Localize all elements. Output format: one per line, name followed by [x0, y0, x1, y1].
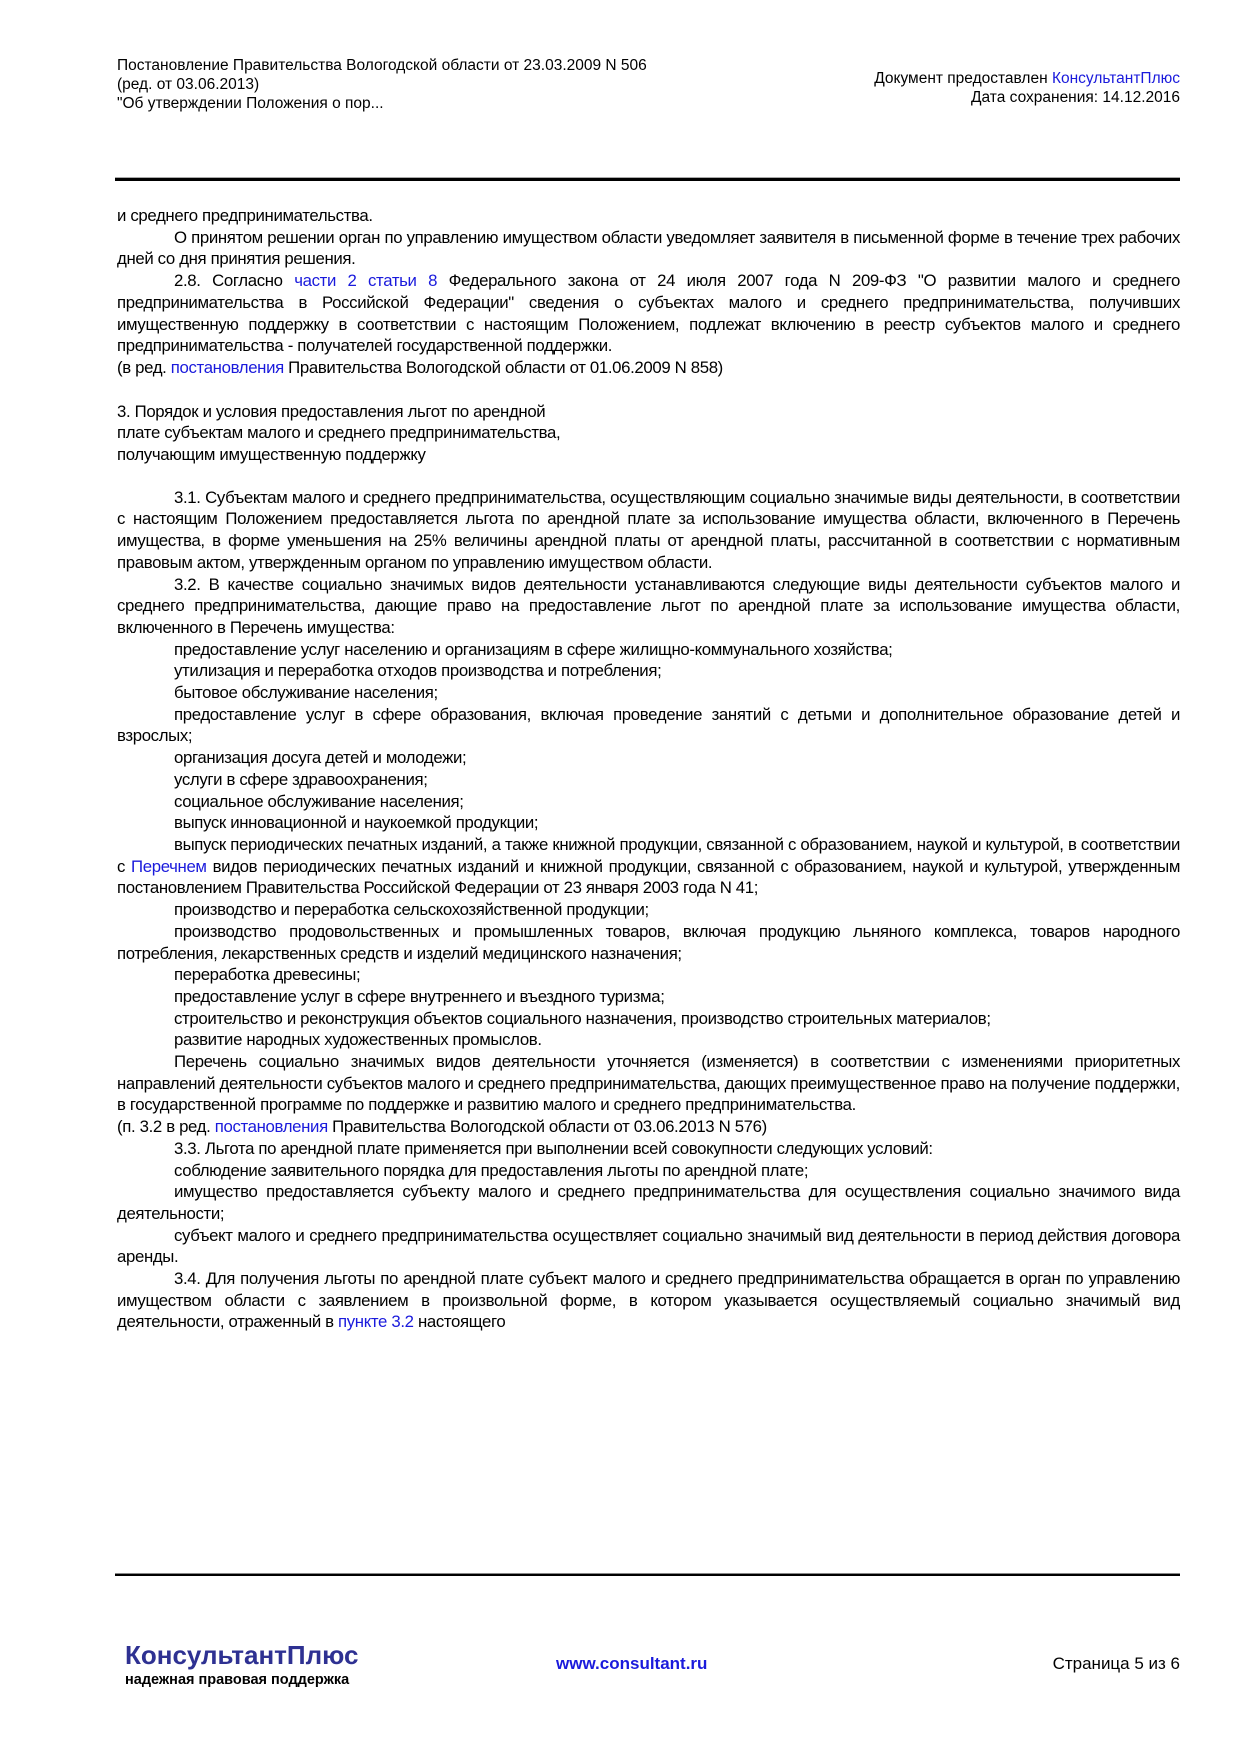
- condition-item: субъект малого и среднего предпринимательства осуществляет социально значимый вид деятельности в период действия договора аренды.: [117, 1225, 1180, 1267]
- clause-reference-link[interactable]: пункте 3.2: [338, 1312, 414, 1332]
- paragraph: и среднего предпринимательства.: [117, 206, 373, 225]
- provided-by-label: Документ предоставлен: [874, 70, 1052, 87]
- text: (п. 3.2 в ред.: [117, 1117, 215, 1137]
- list-item: услуги в сфере здравоохранения;: [174, 769, 428, 789]
- section-heading-line: плате субъектам малого и среднего предпринимательства,: [117, 423, 561, 443]
- paragraph-3-1: 3.1. Субъектам малого и среднего предпринимательства, осуществляющим социально значимые виды деятельности, в соответствии с настоящим Положением предоставляется льгота по арендной плате за использование имущества области, включенного в Перечень имущества, в форме уменьшения на 25% величины арендной платы от арендной платы, рассчитанной в соответствии с нормативным правовым актом, утвержденным органом по управлению имуществом области.: [117, 487, 1180, 572]
- text: видов периодических печатных изданий и книжной продукции, связанной с образованием, наукой и культурой, утвержденным постановлением Правительства Российской Федерации от 23 января 2003 года N 41;: [117, 856, 1181, 898]
- paragraph: О принятом решении орган по управлению имуществом области уведомляет заявителя в письменной форме в течение трех рабочих дней со дня принятия решения.: [117, 227, 1180, 269]
- text: выпуск периодических печатных изданий, а также книжной продукции, связанной с образованием, наукой и культурой, в соответствии с: [117, 834, 1180, 876]
- resolution-link[interactable]: постановления: [214, 1117, 328, 1137]
- resolution-link[interactable]: постановления: [170, 357, 284, 377]
- text: Правительства Вологодской области от 03.06.2013 N 576): [327, 1117, 767, 1137]
- edition-note: [117, 357, 1180, 379]
- law-reference-link[interactable]: части 2 статьи 8: [294, 271, 438, 291]
- list-item: социальное обслуживание населения;: [174, 791, 464, 811]
- section-heading-line: 3. Порядок и условия предоставления льгот по арендной: [117, 401, 546, 421]
- list-reference-link[interactable]: Перечнем: [131, 856, 207, 876]
- text: Правительства Вологодской области от 01.06.2009 N 858): [283, 357, 723, 377]
- header-divider: [115, 177, 1180, 181]
- list-item: утилизация и переработка отходов производства и потребления;: [174, 661, 662, 681]
- list-item: организация досуга детей и молодежи;: [174, 748, 467, 768]
- paragraph-3-2: 3.2. В качестве социально значимых видов деятельности устанавливаются следующие виды деятельности субъектов малого и среднего предпринимательства, дающие право на предоставление льгот по арендной плате за использование имущества области, включенного в Перечень имущества:: [117, 574, 1180, 637]
- section-heading-line: получающим имущественную поддержку: [117, 445, 426, 465]
- section-heading: [117, 401, 1180, 466]
- document-title-line-3: "Об утверждении Положения о пор...: [117, 95, 384, 112]
- list-item: переработка древесины;: [174, 965, 361, 985]
- condition-item: имущество предоставляется субъекту малого и среднего предпринимательства для осуществления социально значимого вида деятельности;: [117, 1182, 1180, 1223]
- list-item: предоставление услуг в сфере внутреннего и въездного туризма;: [174, 986, 665, 1006]
- list-item: производство продовольственных и промышленных товаров, включая продукцию льняного комплекса, товаров народного потребления, лекарственных средств и изделий медицинского назначения;: [117, 921, 1180, 963]
- list-item: строительство и реконструкция объектов социального назначения, производство строительных материалов;: [174, 1008, 991, 1028]
- list-item: выпуск инновационной и наукоемкой продукции;: [174, 813, 539, 833]
- list-item: предоставление услуг в сфере образования, включая проведение занятий с детьми и дополнительное образование детей и взрослых;: [117, 704, 1180, 746]
- paragraph: Перечень социально значимых видов деятельности уточняется (изменяется) в соответствии с изменениями приоритетных направлений деятельности субъектов малого и среднего предпринимательства, дающих преимущественное право на получение поддержки, в государственной программе по поддержке и развитию малого и среднего предпринимательства.: [117, 1052, 1180, 1115]
- save-date: Дата сохранения: 14.12.2016: [971, 89, 1180, 106]
- text: 2.8. Согласно: [174, 271, 295, 291]
- footer-divider: [115, 1573, 1180, 1576]
- paragraph-3-3: 3.3. Льгота по арендной плате применяется при выполнении всей совокупности следующих условий:: [174, 1138, 933, 1158]
- document-title-line-1: Постановление Правительства Вологодской области от 23.03.2009 N 506: [117, 57, 647, 74]
- paragraph-3-4: [117, 1268, 1180, 1333]
- list-item: предоставление услуг населению и организациям в сфере жилищно-коммунального хозяйства;: [174, 639, 893, 659]
- page-number: Страница 5 из 6: [1052, 1654, 1180, 1673]
- text: настоящего: [413, 1312, 506, 1332]
- list-item: бытовое обслуживание населения;: [174, 683, 438, 703]
- text: Федерального закона от 24 июля 2007 года N 209-ФЗ "О развитии малого и среднего предпринимательства в Российской Федерации" сведения о субъектах малого и среднего предпринимательства, получивших имущественную поддержку в соответствии с настоящим Положением, подлежат включению в реестр субъектов малого и среднего предпринимательства - получателей государственной поддержки.: [117, 271, 1180, 356]
- edition-note: [117, 1116, 1180, 1138]
- provider-info: [874, 69, 1180, 107]
- provided-by: [874, 69, 1180, 88]
- list-item: производство и переработка сельскохозяйственной продукции;: [174, 900, 649, 920]
- consultant-logo: КонсультантПлюс: [125, 1640, 359, 1670]
- text: 3.4. Для получения льготы по арендной плате субъект малого и среднего предпринимательства обращается в орган по управлению имуществом области с заявлением в произвольной форме, в котором указывается осуществляемый социально значимый вид деятельности, отраженный в: [117, 1269, 1180, 1332]
- document-title-line-2: (ред. от 03.06.2013): [117, 76, 260, 93]
- page-header: [117, 56, 1180, 176]
- list-item: [117, 834, 1180, 899]
- website-link[interactable]: www.consultant.ru: [556, 1654, 708, 1673]
- document-title: [117, 56, 717, 113]
- condition-item: соблюдение заявительного порядка для предоставления льготы по арендной плате;: [174, 1160, 809, 1180]
- text: (в ред.: [117, 357, 171, 377]
- brand-link[interactable]: КонсультантПлюс: [1051, 70, 1180, 87]
- logo-tagline: надежная правовая поддержка: [125, 1672, 350, 1688]
- document-body: [117, 205, 1180, 1333]
- list-item: развитие народных художественных промыслов.: [174, 1030, 542, 1050]
- paragraph-2-8: [117, 270, 1180, 357]
